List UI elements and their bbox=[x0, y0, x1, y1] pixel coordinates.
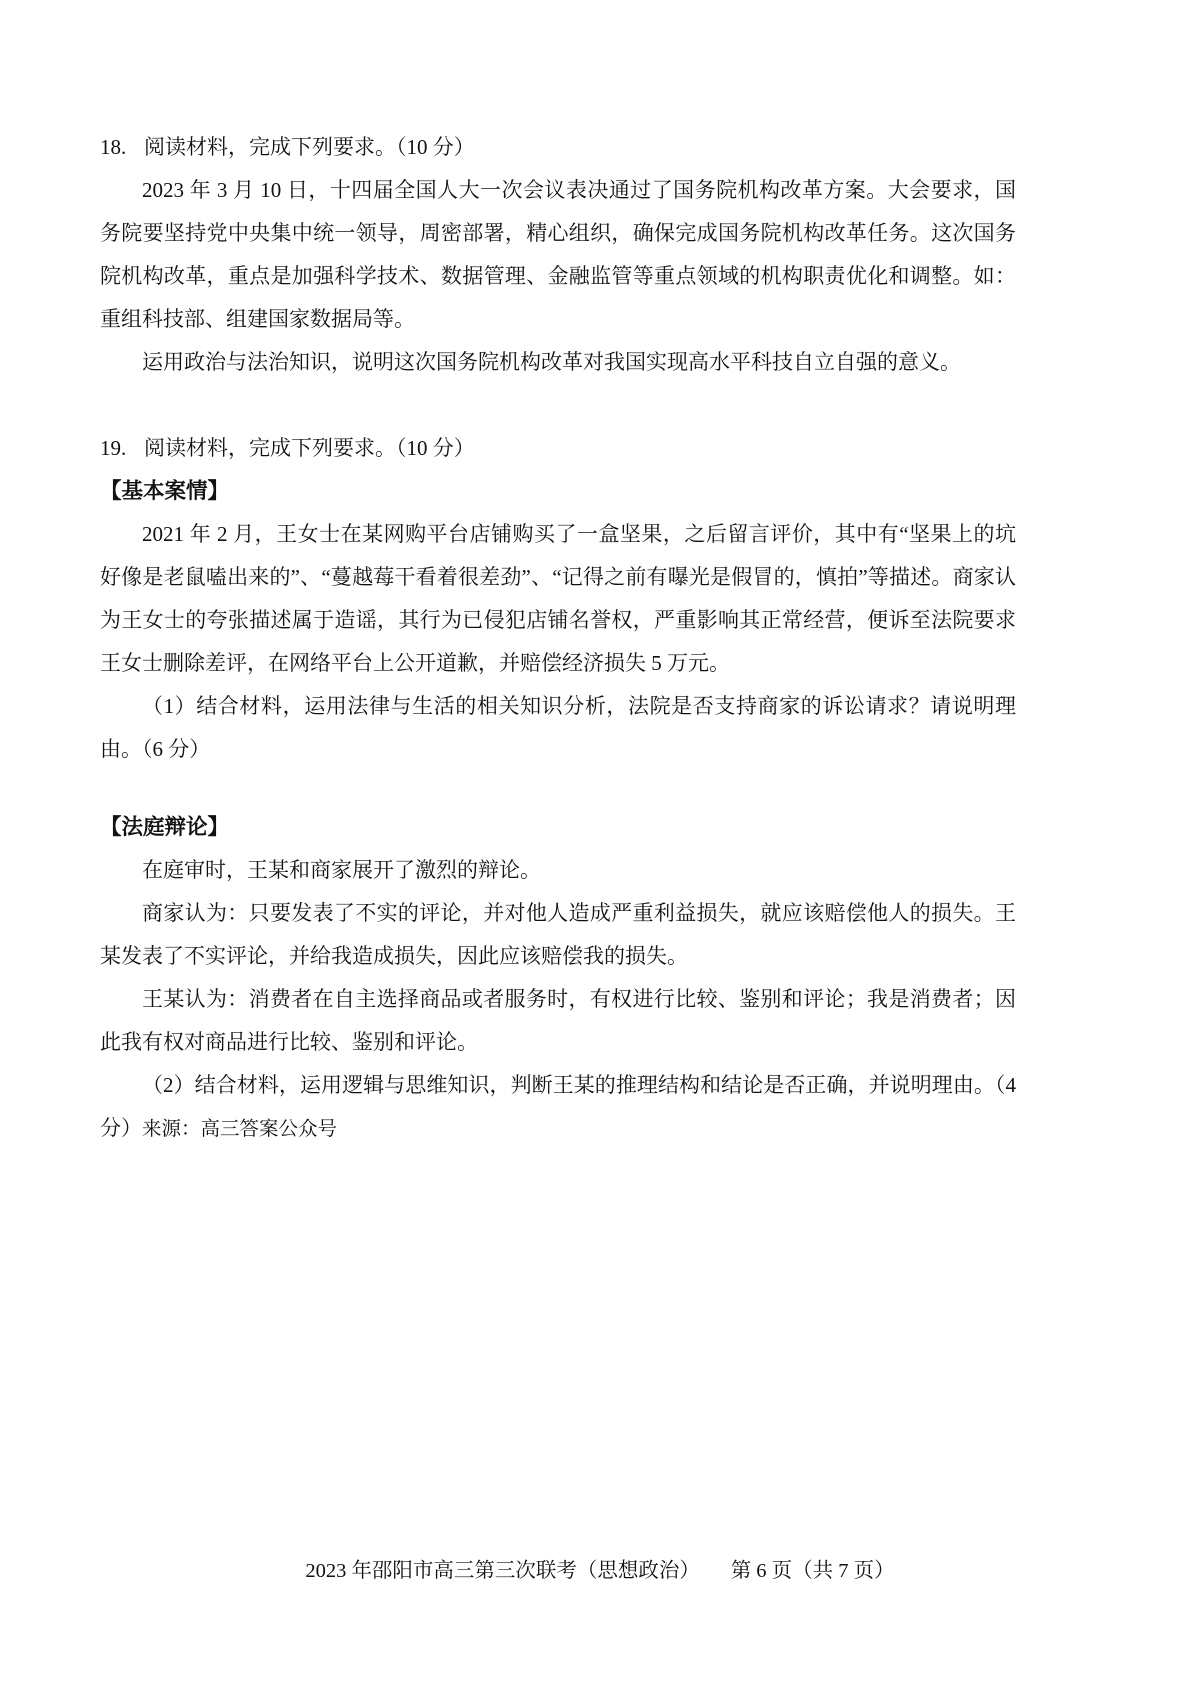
footer-exam-title: 2023 年邵阳市高三第三次联考（思想政治） bbox=[305, 1560, 690, 1582]
spacer bbox=[100, 771, 1016, 806]
question-19-heading-text: 阅读材料，完成下列要求。（10 分） bbox=[144, 436, 475, 460]
question-18-number: 18. bbox=[100, 135, 127, 159]
question-18-material: 2023 年 3 月 10 日，十四届全国人大一次会议表决通过了国务院机构改革方案。大会要求，国务院要坚持党中央集中统一领导，周密部署，精心组织，确保完成国务院机构改革任务。这次国务院机构改革，重点是加强科学技术、数据管理、金融监管等重点领域的机构职责优化和调整。如：重组科技部、组建国家数据局等。 bbox=[100, 178, 1016, 331]
question-19-subquestion-1: （1）结合材料，运用法律与生活的相关知识分析，法院是否支持商家的诉讼请求？请说明理由。（6 分） bbox=[100, 694, 1016, 761]
question-19-debate-intro: 在庭审时，王某和商家展开了激烈的辩论。 bbox=[142, 858, 541, 882]
question-19-heading bbox=[100, 427, 1016, 470]
question-19-number: 19. bbox=[100, 436, 127, 460]
page-footer bbox=[0, 1556, 1200, 1586]
question-18 bbox=[100, 126, 1016, 384]
section-title-court-debate: 【法庭辩论】 bbox=[100, 815, 230, 839]
question-19-case-material: 2021 年 2 月，王女士在某网购平台店铺购买了一盒坚果，之后留言评价，其中有“坚果上的坑好像是老鼠嗑出来的”、“蔓越莓干看着很差劲”、“记得之前有曝光是假冒的，慎拍”等描述。商家认为王女士的夸张描述属于造谣，其行为已侵犯店铺名誉权，严重影响其正常经营，便诉至法院要求王女士删除差评，在网络平台上公开道歉，并赔偿经济损失 5 万元。 bbox=[100, 522, 1016, 675]
source-watermark: 来源：高三答案公众号 bbox=[142, 1118, 338, 1140]
spacer bbox=[100, 384, 1016, 427]
footer-page-number: 第 6 页（共 7 页） bbox=[730, 1560, 895, 1582]
question-19-wang-view: 王某认为：消费者在自主选择商品或者服务时，有权进行比较、鉴别和评论；我是消费者；因此我有权对商品进行比较、鉴别和评论。 bbox=[100, 987, 1016, 1054]
question-19-subquestion-2-text: （2）结合材料，运用逻辑与思维知识，判断王某的推理结构和结论是否正确，并说明理由。（4 分） bbox=[100, 1073, 1016, 1140]
question-19 bbox=[100, 427, 1016, 1151]
question-18-heading bbox=[100, 126, 1016, 169]
question-18-heading-text: 阅读材料，完成下列要求。（10 分） bbox=[144, 135, 475, 159]
page-content bbox=[100, 126, 1016, 1151]
question-19-subquestion-2 bbox=[100, 1064, 1016, 1151]
question-19-merchant-view: 商家认为：只要发表了不实的评论，并对他人造成严重利益损失，就应该赔偿他人的损失。王某发表了不实评论，并给我造成损失，因此应该赔偿我的损失。 bbox=[100, 901, 1016, 968]
section-title-basic-case: 【基本案情】 bbox=[100, 479, 230, 503]
question-18-task: 运用政治与法治知识，说明这次国务院机构改革对我国实现高水平科技自立自强的意义。 bbox=[142, 350, 961, 374]
